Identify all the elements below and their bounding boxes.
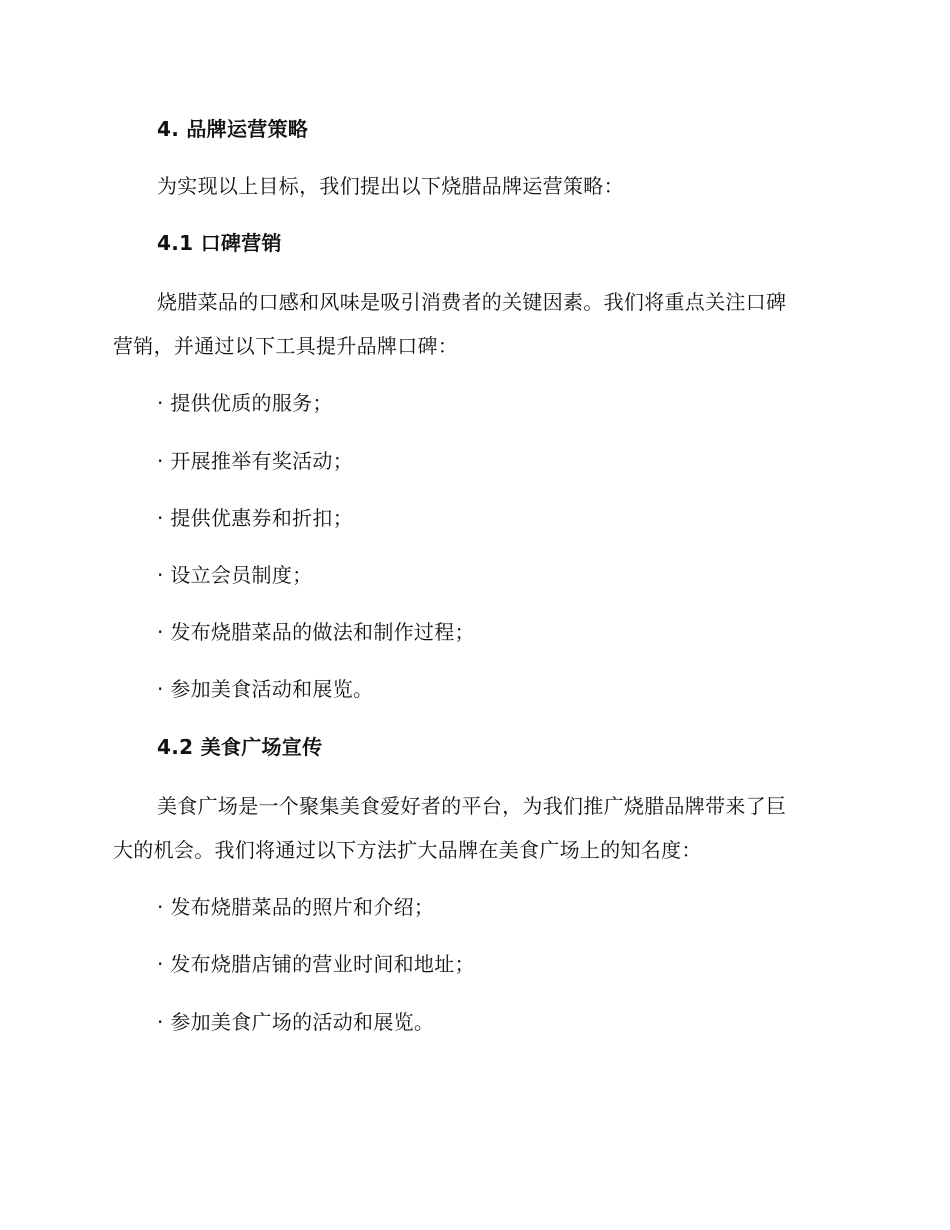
list-item: · 提供优惠券和折扣；	[157, 506, 354, 530]
list-item: · 参加美食广场的活动和展览。	[157, 1010, 435, 1034]
list-item: · 发布烧腊菜品的照片和介绍；	[157, 895, 435, 919]
subsection-2-paragraph-line-1: 美食广场是一个聚集美食爱好者的平台，为我们推广烧腊品牌带来了巨	[157, 794, 787, 818]
subsection-1-paragraph-line-1: 烧腊菜品的口感和风味是吸引消费者的关键因素。我们将重点关注口碑	[157, 290, 787, 314]
list-item: · 发布烧腊店铺的营业时间和地址；	[157, 952, 475, 976]
subsection-2-paragraph-line-2: 大的机会。我们将通过以下方法扩大品牌在美食广场上的知名度：	[113, 838, 702, 862]
subsection-1-heading: 4.1 口碑营销	[157, 231, 282, 255]
list-item: · 发布烧腊菜品的做法和制作过程；	[157, 620, 475, 644]
list-item: · 参加美食活动和展览。	[157, 677, 374, 701]
subsection-2-heading: 4.2 美食广场宣传	[157, 735, 323, 759]
section-intro: 为实现以上目标，我们提出以下烧腊品牌运营策略：	[157, 174, 624, 198]
list-item: · 提供优质的服务；	[157, 391, 333, 415]
list-item: · 设立会员制度；	[157, 563, 313, 587]
section-heading: 4. 品牌运营策略	[157, 117, 309, 141]
list-item: · 开展推举有奖活动；	[157, 449, 354, 473]
subsection-1-paragraph-line-2: 营销，并通过以下工具提升品牌口碑：	[113, 334, 459, 358]
